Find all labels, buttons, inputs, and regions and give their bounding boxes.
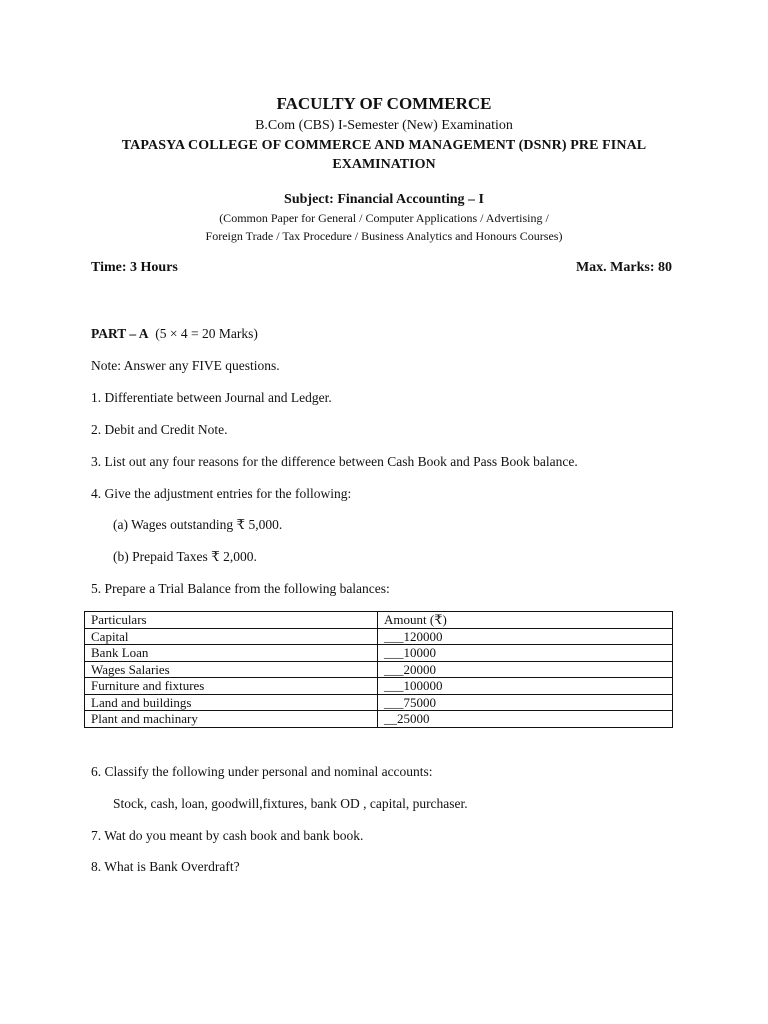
question-6-items: Stock, cash, loan, goodwill,fixtures, bank OD , capital, purchaser. — [113, 796, 468, 811]
courses-line2: Foreign Trade / Tax Procedure / Business Analytics and Honours Courses) — [205, 229, 563, 243]
table-cell-particular: Plant and machinary — [85, 711, 378, 728]
table-row — [85, 645, 673, 662]
part-a-label: PART – A — [91, 326, 149, 341]
question-8: 8. What is Bank Overdraft? — [91, 859, 240, 874]
faculty-title: FACULTY OF COMMERCE — [276, 94, 492, 113]
column-header-particulars: Particulars — [85, 612, 378, 629]
table-row — [85, 628, 673, 645]
table-cell-particular: Furniture and fixtures — [85, 678, 378, 695]
trial-balance-table — [84, 611, 673, 728]
table-cell-particular: Capital — [85, 628, 378, 645]
question-7: 7. Wat do you meant by cash book and bank book. — [91, 828, 364, 843]
table-cell-particular: Bank Loan — [85, 645, 378, 662]
instruction-note: Note: Answer any FIVE questions. — [91, 358, 280, 373]
table-row — [85, 661, 673, 678]
college-name-line1: TAPASYA COLLEGE OF COMMERCE AND MANAGEMENT (DSNR) PRE FINAL — [121, 138, 647, 153]
table-row — [85, 694, 673, 711]
part-a-heading — [91, 326, 258, 342]
table-cell-amount: ___120000 — [378, 628, 673, 645]
question-2: 2. Debit and Credit Note. — [91, 422, 228, 437]
question-5: 5. Prepare a Trial Balance from the following balances: — [91, 581, 390, 596]
table-cell-amount: ___100000 — [378, 678, 673, 695]
part-a-marks: (5 × 4 = 20 Marks) — [155, 326, 258, 341]
table-header-row — [85, 612, 673, 629]
subject-line: Subject: Financial Accounting – I — [284, 192, 484, 207]
question-6: 6. Classify the following under personal and nominal accounts: — [91, 764, 433, 779]
table-cell-amount: __25000 — [378, 711, 673, 728]
exam-name: B.Com (CBS) I-Semester (New) Examination — [255, 118, 513, 133]
table-cell-particular: Land and buildings — [85, 694, 378, 711]
table-row — [85, 678, 673, 695]
table-cell-amount: ___20000 — [378, 661, 673, 678]
question-1: 1. Differentiate between Journal and Ledger. — [91, 390, 332, 405]
column-header-amount: Amount (₹) — [378, 612, 673, 629]
max-marks: Max. Marks: 80 — [575, 260, 672, 275]
question-3: 3. List out any four reasons for the difference between Cash Book and Pass Book balance. — [91, 454, 578, 469]
exam-time: Time: 3 Hours — [91, 260, 178, 275]
question-4b: (b) Prepaid Taxes ₹ 2,000. — [113, 549, 257, 564]
table-row — [85, 711, 673, 728]
question-4: 4. Give the adjustment entries for the following: — [91, 486, 352, 501]
table-cell-particular: Wages Salaries — [85, 661, 378, 678]
table-cell-amount: ___75000 — [378, 694, 673, 711]
question-4a: (a) Wages outstanding ₹ 5,000. — [113, 517, 283, 532]
courses-line1: (Common Paper for General / Computer Applications / Advertising / — [219, 211, 549, 225]
table-cell-amount: ___10000 — [378, 645, 673, 662]
college-name-line2: EXAMINATION — [332, 157, 436, 172]
